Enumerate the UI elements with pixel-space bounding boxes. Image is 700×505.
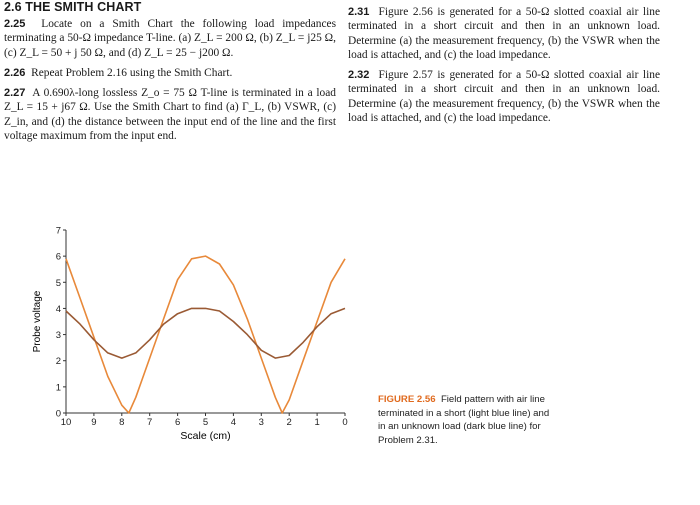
problem-text: Locate on a Smith Chart the following load impedances terminating a 50-Ω impedance T-line. (a) Z_L = 200 Ω, (b) Z_L = j25 Ω, (c) Z_L = 50 + j 50 Ω, and (d) Z_L = 25 − j200 Ω.	[4, 18, 336, 59]
figure-label: FIGURE 2.56	[378, 394, 436, 405]
x-tick-label: 6	[174, 417, 181, 428]
y-tick-label: 0	[55, 408, 61, 420]
series-line-1	[66, 256, 345, 413]
section-header: 2.6 THE SMITH CHART	[4, 0, 142, 14]
x-tick-label: 0	[342, 417, 348, 428]
y-tick-label: 1	[55, 382, 61, 394]
y-tick-label: 3	[55, 330, 61, 342]
problem-number: 2.25	[4, 18, 26, 30]
x-tick-label: 1	[314, 417, 320, 428]
problem-number: 2.32	[348, 69, 370, 82]
problem-number: 2.31	[348, 6, 370, 18]
figure-caption	[378, 393, 558, 447]
x-axis-label: Scale (cm)	[180, 430, 231, 442]
problem-text: Repeat Problem 2.16 using the Smith Chart.	[31, 66, 233, 79]
x-tick-label: 7	[147, 417, 153, 428]
x-tick-label: 8	[119, 417, 125, 428]
chart-series	[66, 256, 345, 413]
chart-tick-labels	[56, 226, 348, 429]
y-tick-label: 6	[55, 251, 61, 263]
chart-axes	[63, 230, 345, 416]
y-tick-label: 4	[55, 303, 61, 315]
y-tick-label: 2	[55, 356, 61, 368]
x-tick-label: 9	[91, 417, 97, 428]
problem-number: 2.26	[4, 66, 26, 79]
figure-caption-text: Field pattern with air line terminated in a short (light blue line) and in an unknown load (dark blue line) for Problem 2.31.	[378, 394, 550, 446]
problem-number: 2.27	[4, 87, 26, 100]
y-tick-label: 5	[55, 277, 61, 289]
y-axis-label: Probe voltage	[32, 290, 43, 353]
x-tick-label: 2	[286, 417, 292, 428]
problem-text: Figure 2.56 is generated for a 50-Ω slotted coaxial air line terminated in a short circuit and then in an unknown load. Determine (a) the measurement frequency, (b) the VSWR when the load is attached, and (c) the load impedance.	[348, 6, 660, 61]
x-tick-label: 4	[230, 417, 237, 428]
problem-text: A 0.690λ-long lossless Z_o = 75 Ω T-line is terminated in a load Z_L = 15 + j67 Ω. Use the Smith Chart to find (a) Γ_L, (b) VSWR, (c) Z_in, and (d) the distance between the input end of the line and the first voltage maximum from the input end.	[4, 87, 336, 143]
x-tick-label: 3	[258, 417, 264, 428]
y-tick-label: 7	[55, 225, 61, 237]
series-line-2	[66, 308, 345, 358]
problem-text: Figure 2.57 is generated for a 50-Ω slotted coaxial air line terminated in a short circuit and then in an unknown load. Determine (a) the measurement frequency, (b) the VSWR when the load is attached, and (c) the load impedance.	[348, 69, 660, 125]
x-tick-label: 5	[202, 417, 209, 428]
x-tick-label: 10	[60, 417, 72, 428]
